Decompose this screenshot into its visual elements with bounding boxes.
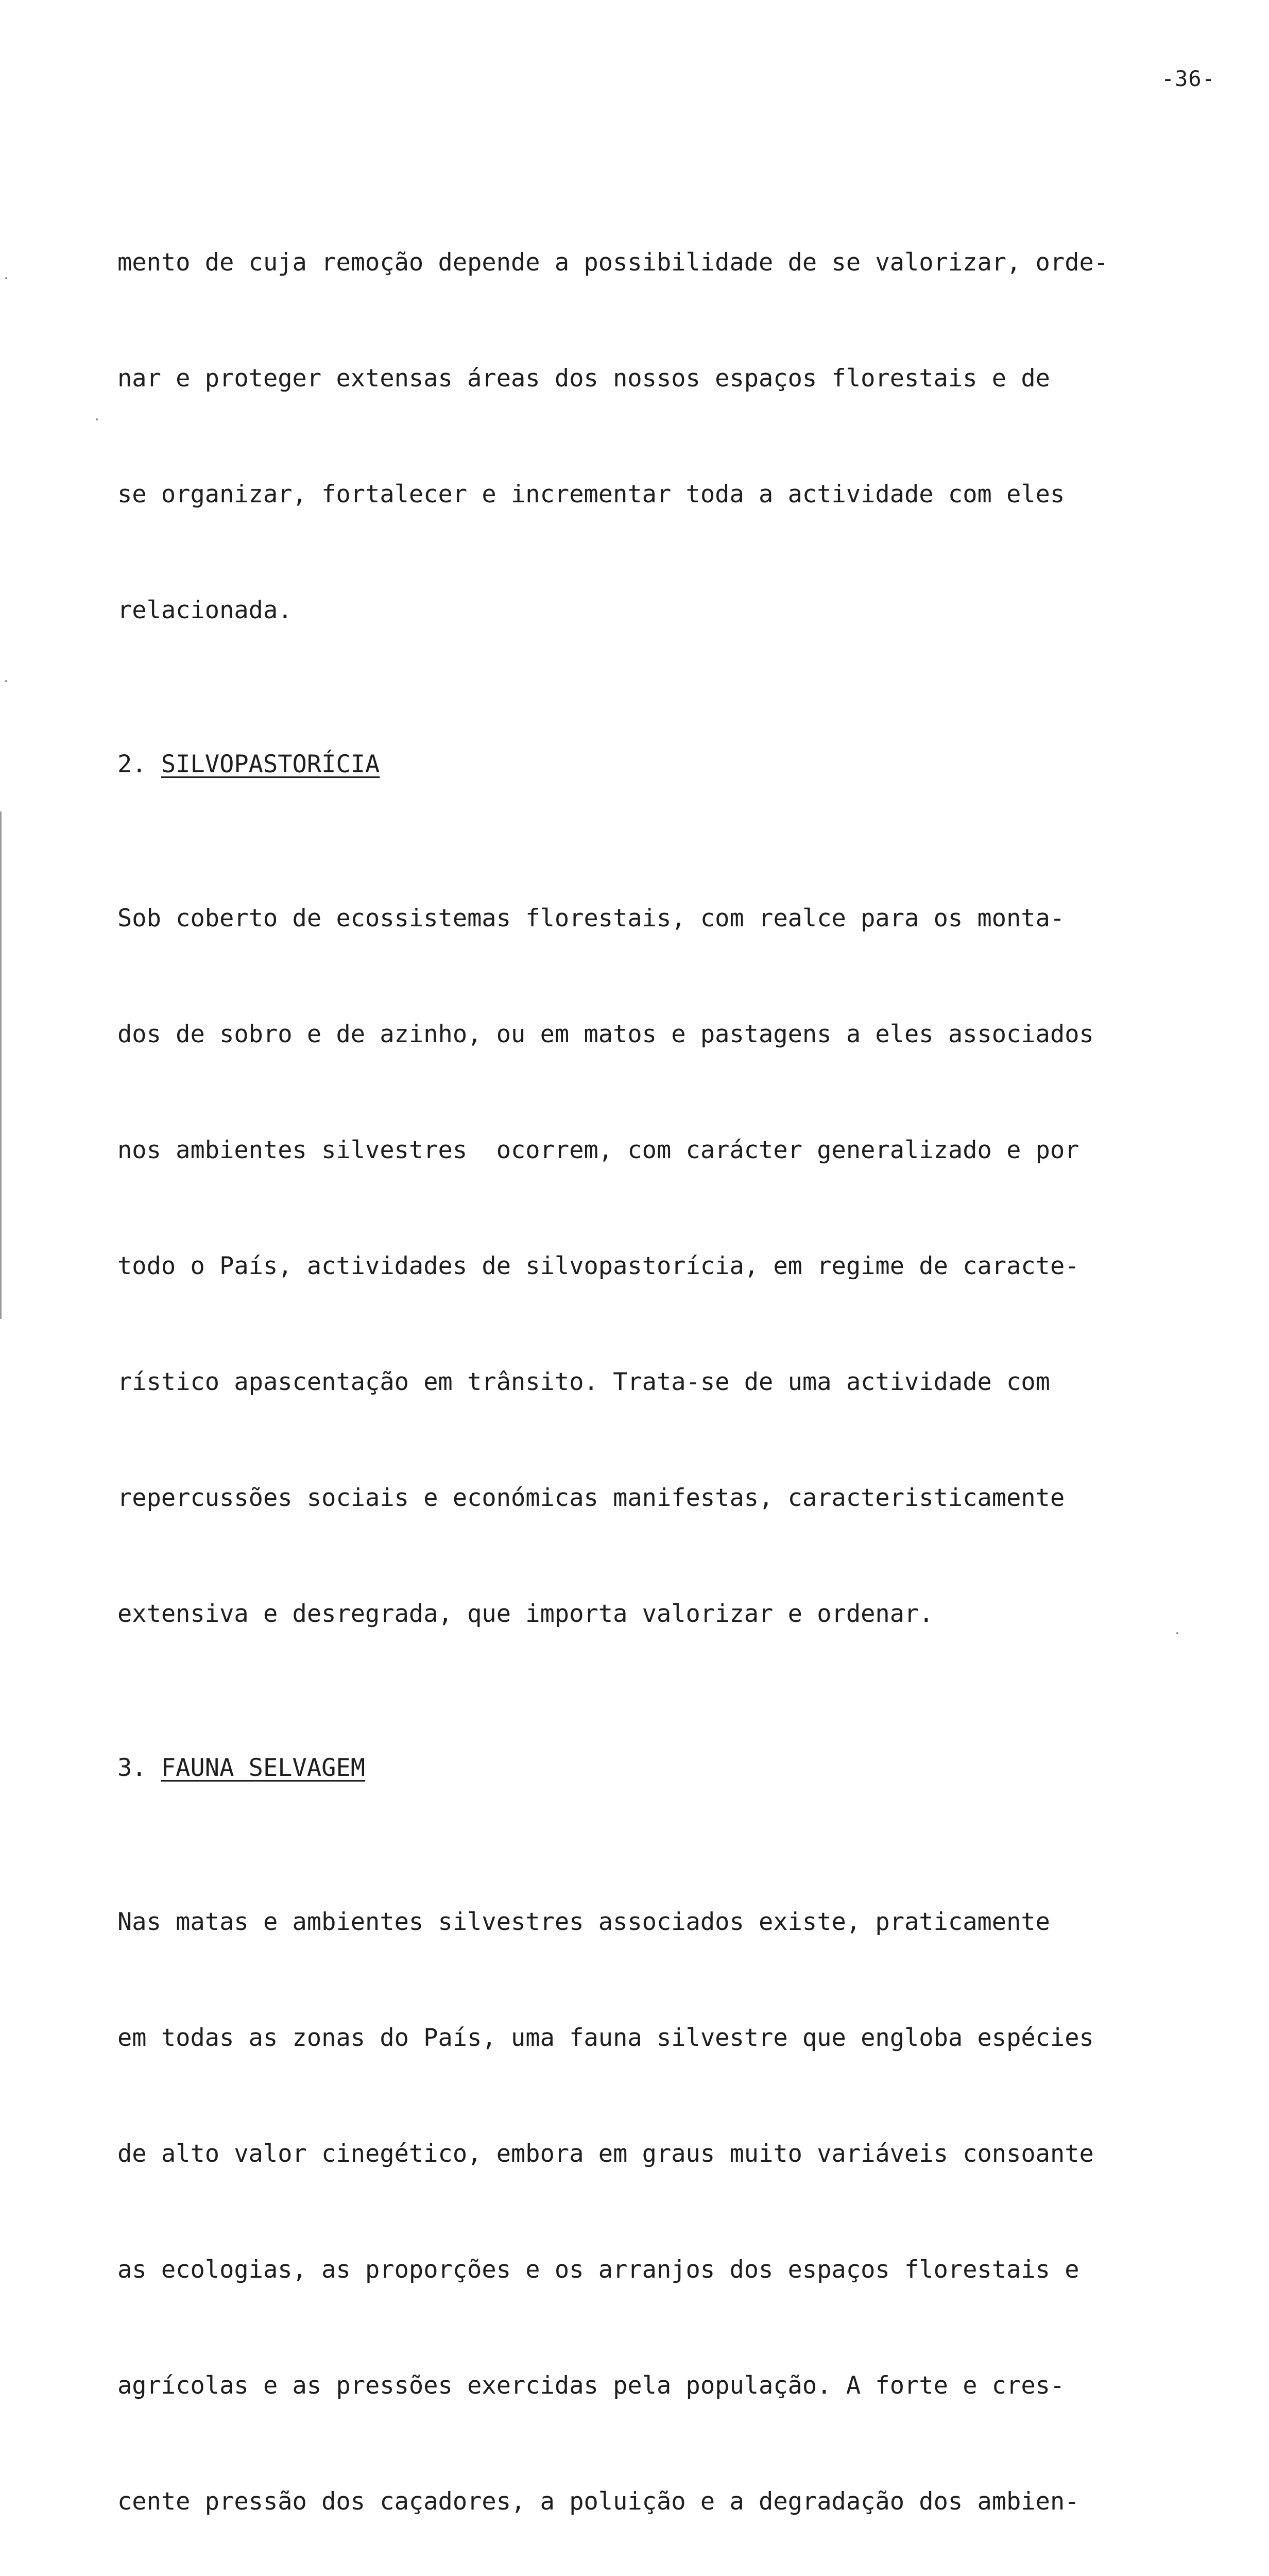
text-line: cente pressão dos caçadores, a poluição e a degradação dos ambien-: [117, 2487, 1079, 2516]
text-line: nos ambientes silvestres ocorrem, com carácter generalizado e por: [117, 1136, 1079, 1164]
text-line: agrícolas e as pressões exercidas pela população. A forte e cres-: [117, 2371, 1065, 2400]
page-number: -36-: [1161, 66, 1215, 91]
text-line: Nas matas e ambientes silvestres associados existe, praticamente: [117, 1908, 1050, 1936]
fauna-selvagem-paragraph: [117, 1825, 1209, 2576]
text-line: extensiva e desregrada, que importa valorizar e ordenar.: [117, 1600, 934, 1628]
section-number: 3.: [117, 1754, 147, 1782]
text-line: as ecologias, as proporções e os arranjos dos espaços florestais e: [117, 2256, 1079, 2284]
text-line: dos de sobro e de azinho, ou em matos e pastagens a eles associados: [117, 1020, 1094, 1048]
section-title: SILVOPASTORÍCIA: [161, 750, 380, 778]
scan-margin-line: [0, 811, 2, 1319]
text-line: de alto valor cinegético, embora em graus muito variáveis consoante: [117, 2140, 1094, 2168]
scan-speck: [5, 680, 7, 682]
scan-speck: [96, 418, 98, 420]
section-title: FAUNA SELVAGEM: [161, 1754, 366, 1782]
section-heading-fauna-selvagem: [117, 1749, 1209, 1787]
text-line: nar e proteger extensas áreas dos nossos espaços florestais e de: [117, 364, 1050, 393]
text-line: mento de cuja remoção depende a possibilidade de se valorizar, orde-: [117, 248, 1109, 277]
text-line: se organizar, fortalecer e incrementar toda a actividade com eles: [117, 480, 1065, 509]
section-heading-silvopastoricia: [117, 745, 1209, 784]
text-line: rístico apascentação em trânsito. Trata-se de uma actividade com: [117, 1368, 1050, 1396]
section-number: 2.: [117, 750, 147, 778]
text-line: todo o País, actividades de silvopastorícia, em regime de caracte-: [117, 1252, 1079, 1280]
document-body: [117, 166, 1209, 2576]
text-line: em todas as zonas do País, uma fauna silvestre que engloba espécies: [117, 2024, 1094, 2052]
intro-paragraph: [117, 166, 1209, 707]
text-line: relacionada.: [117, 596, 293, 624]
text-line: Sob coberto de ecossistemas florestais, com realce para os monta-: [117, 904, 1065, 933]
text-line: repercussões sociais e económicas manifestas, caracteristicamente: [117, 1484, 1065, 1512]
silvopastoricia-paragraph: [117, 822, 1209, 1710]
scan-speck: [5, 277, 7, 279]
